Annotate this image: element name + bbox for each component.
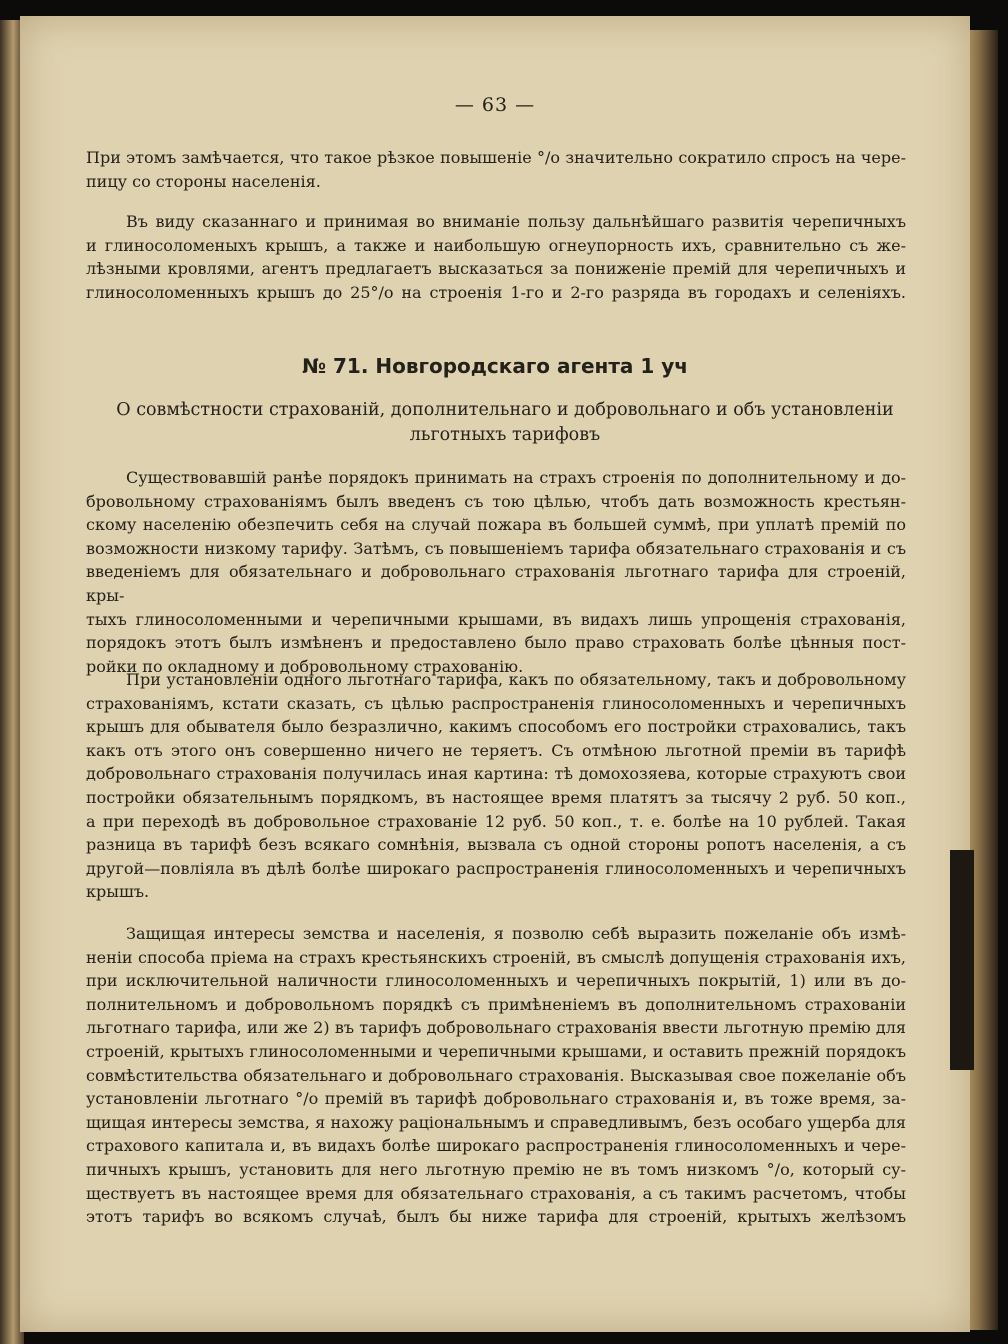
text-line: льготнаго тарифа, или же 2) въ тарифъ добровольнаго страхованія ввести льготную премію для [86, 1018, 906, 1038]
text-line: установленіи льготнаго °/o премій въ тарифѣ добровольнаго страхованія и, въ тоже время, за- [86, 1089, 906, 1109]
dark-bookmark-strip [950, 850, 974, 1070]
text-line: Защищая интересы земства и населенія, я позволю себѣ выразить пожеланіе объ измѣ- [126, 924, 906, 943]
subheading-line: льготныхъ тарифовъ [409, 425, 601, 445]
text-line: разница въ тарифѣ безъ всякаго сомнѣнія, вызвала съ одной стороны ропотъ населенія, а съ [86, 835, 906, 855]
text-line: возможности низкому тарифу. Затѣмъ, съ повышеніемъ тарифа обязательнаго страхованія и съ [86, 538, 906, 558]
subheading-line: О совмѣстности страхованій, дополнительнаго и добровольнаго и объ установленіи [116, 400, 894, 420]
text-line: а при переходѣ въ добровольное страхованіе 12 руб. 50 коп., т. е. болѣе на 10 рублей. Такая [86, 811, 906, 831]
text-line: При установленіи одного льготнаго тарифа, какъ по обязательному, такъ и добровольному [126, 670, 906, 689]
text-line: совмѣстительства обязательнаго и добровольнаго страхованія. Высказывая свое пожеланіе объ [86, 1065, 906, 1085]
text-line: пичныхъ крышъ, установить для него льготную премію не въ томъ низкомъ °/o, который су- [86, 1159, 906, 1179]
text-line: постройки обязательнымъ порядкомъ, въ настоящее время платятъ за тысячу 2 руб. 50 коп., [86, 787, 906, 807]
page-number: — 63 — [454, 94, 536, 116]
book-page [20, 16, 970, 1332]
text-line: полнительномъ и добровольномъ порядкѣ съ примѣненіемъ въ дополнительномъ страхованіи [86, 994, 906, 1014]
text-line: скому населенію обезпечить себя на случай пожара въ большей суммѣ, при уплатѣ премій по [86, 515, 906, 535]
text-line: бровольному страхованіямъ былъ введенъ съ тою цѣлью, чтобъ дать возможность крестьян- [86, 491, 906, 511]
text-line: какъ отъ этого онъ совершенно ничего не теряетъ. Съ отмѣною льготной преміи въ тарифѣ [86, 740, 906, 760]
text-line: порядокъ этотъ былъ измѣненъ и предоставлено было право страховать болѣе цѣнныя пост- [86, 633, 906, 653]
text-line: глиносоломенныхъ крышъ до 25°/o на строенія 1-го и 2-го разряда въ городахъ и селеніяхъ. [86, 282, 906, 302]
text-line: добровольнаго страхованія получилась иная картина: тѣ домохозяева, которые страхуютъ свои [86, 764, 906, 784]
text-line: строеній, крытыхъ глиносоломенными и черепичными крышами, и оставить прежній порядокъ [86, 1041, 906, 1061]
text-line: ществуетъ въ настоящее время для обязательнаго страхованія, а съ такимъ расчетомъ, чтобы [86, 1183, 906, 1203]
paragraph-4 [86, 668, 906, 904]
paragraph-2 [86, 210, 906, 304]
text-line: пицу со стороны населенія. [86, 171, 321, 191]
text-line: при исключительной наличности глиносоломенныхъ и черепичныхъ покрытій, 1) или въ до- [86, 971, 906, 991]
paragraph-5 [86, 922, 906, 1229]
text-line: Въ виду сказаннаго и принимая во вниманіе пользу дальнѣйшаго развитія черепичныхъ [126, 212, 906, 231]
text-line: страхованіямъ, кстати сказать, съ цѣлью распространенія глиносоломенныхъ и черепичныхъ [86, 693, 906, 713]
text-line: лѣзными кровлями, агентъ предлагаетъ высказаться за пониженіе премій для черепичныхъ и [86, 259, 906, 279]
text-line: введеніемъ для обязательнаго и добровольнаго страхованія льготнаго тарифа для строеній, кры- [86, 562, 906, 605]
text-line: неніи способа пріема на страхъ крестьянскихъ строеній, въ смыслѣ допущенія страхованія ихъ, [86, 947, 906, 967]
text-line: ройки по окладному и добровольному страхованію. [86, 656, 524, 676]
paragraph-1 [86, 146, 906, 193]
text-line: При этомъ замѣчается, что такое рѣзкое повышеніе °/o значительно сократило спросъ на чере- [86, 148, 906, 167]
text-line: тыхъ глиносоломенными и черепичными крышами, въ видахъ лишь упрощенія страхованія, [86, 609, 906, 629]
text-line: другой—повліяла въ дѣлѣ болѣе широкаго распространенія глиносоломенныхъ и черепичныхъ [86, 858, 906, 878]
section-subheading [110, 398, 900, 448]
paragraph-3 [86, 466, 906, 678]
text-line: крышъ для обывателя было безразлично, какимъ способомъ его постройки страховались, такъ [86, 717, 906, 737]
text-line: щищая интересы земства, я нахожу раціональнымъ и справедливымъ, безъ особаго ущерба для [86, 1112, 906, 1132]
text-line: Существовавшій ранѣе порядокъ принимать на страхъ строенія по дополнительному и до- [126, 468, 906, 487]
text-line: этотъ тарифъ во всякомъ случаѣ, былъ бы ниже тарифа для строеній, крытыхъ желѣзомъ [86, 1207, 906, 1227]
text-line: страхового капитала и, въ видахъ болѣе широкаго распространенія глиносоломенныхъ и чере- [86, 1136, 906, 1156]
section-heading: № 71. Новгородскаго агента 1 уч [301, 354, 689, 378]
text-line: крышъ. [86, 882, 150, 902]
text-line: и глиносоломеныхъ крышъ, а также и наибольшую огнеупорность ихъ, сравнительно съ же- [86, 235, 906, 255]
